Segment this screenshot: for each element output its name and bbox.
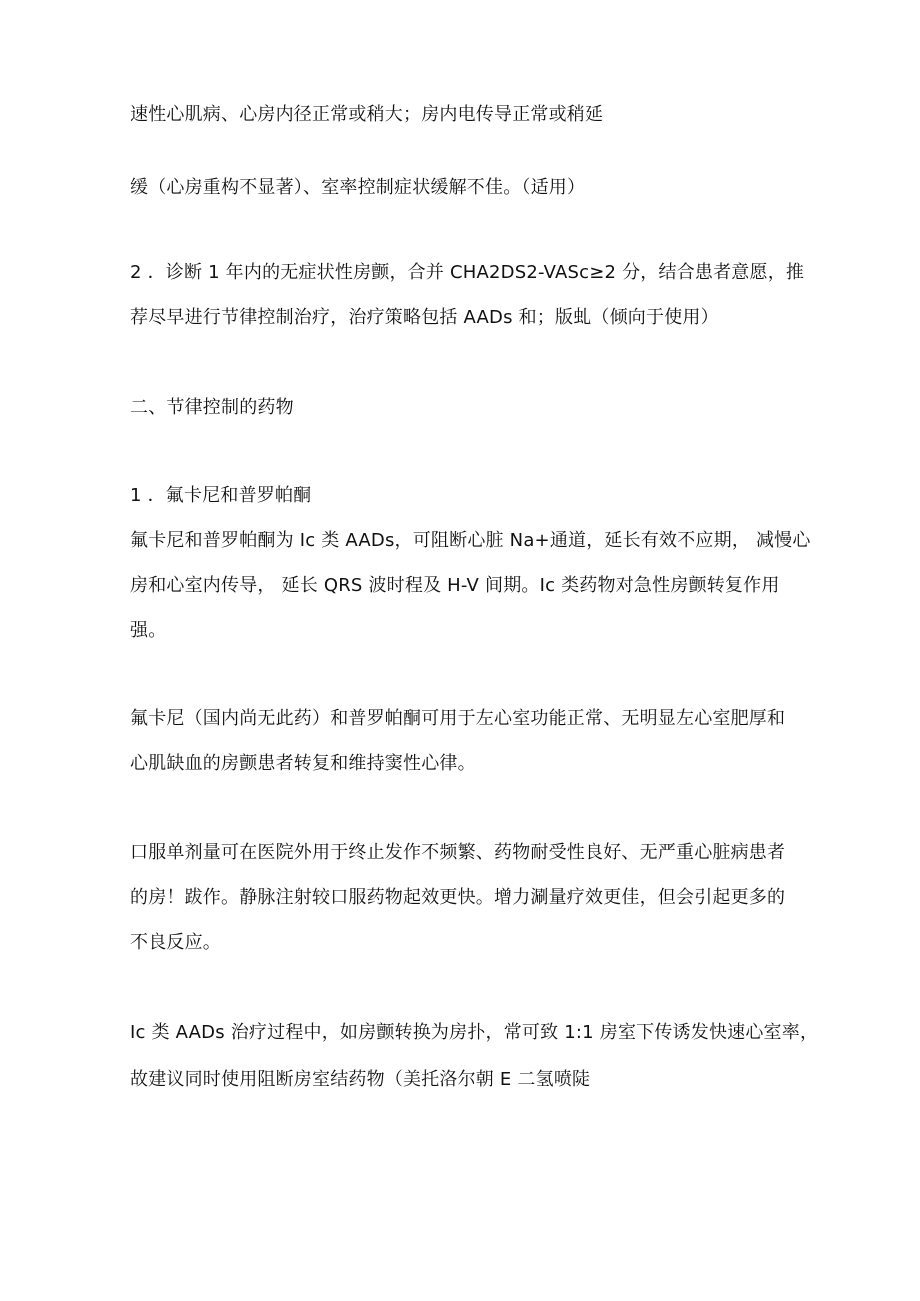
- paragraph-line: Ic 类 AADs 治疗过程中，如房颤转换为房扑，常可致 1:1 房室下传诱发快速心室率，: [130, 1022, 819, 1043]
- paragraph-line: 故建议同时使用阻断房室结药物（美托洛尔朝 E 二氢喷陡: [130, 1069, 591, 1090]
- text-line: 缓（心房重构不显著）、室率控制症状缓解不佳。（适用）: [130, 177, 586, 198]
- paragraph-line: 口服单剂量可在医院外用于终止发作不频繁、药物耐受性良好、无严重心脏病患者: [130, 842, 786, 863]
- text-line: 速性心肌病、心房内径正常或稍大；房内电传导正常或稍延: [130, 104, 604, 125]
- paragraph-line: 强。: [130, 620, 167, 641]
- list-item-2-line: 荐尽早进行节律控制治疗，治疗策略包括 AADs 和；版虬（倾向于使用）: [130, 307, 719, 328]
- paragraph-line: 不良反应。: [130, 932, 221, 953]
- paragraph-line: 的房！跋作。静脉注射较口服药物起效更快。增力涮量疗效更佳，但会引起更多的: [130, 887, 786, 908]
- subsection-heading: 1 ．氟卡尼和普罗帕酮: [130, 485, 312, 506]
- paragraph-line: 心肌缺血的房颤患者转复和维持窦性心律。: [130, 753, 476, 774]
- paragraph-line: 房和心室内传导， 延长 QRS 波时程及 H-V 间期。Ic 类药物对急性房颤转复作用: [130, 575, 780, 596]
- paragraph-line: 氟卡尼和普罗帕酮为 Ic 类 AADs，可阻断心脏 Na+通道，延长有效不应期， 减慢心: [130, 530, 811, 551]
- list-item-2-line: 2 ．诊断 1 年内的无症状性房颤，合并 CHA2DS2-VASc≥2 分，结合患者意愿，推: [130, 262, 805, 283]
- section-heading: 二、节律控制的药物: [130, 397, 294, 418]
- paragraph-line: 氟卡尼（国内尚无此药）和普罗帕酮可用于左心室功能正常、无明显左心室肥厚和: [130, 708, 786, 729]
